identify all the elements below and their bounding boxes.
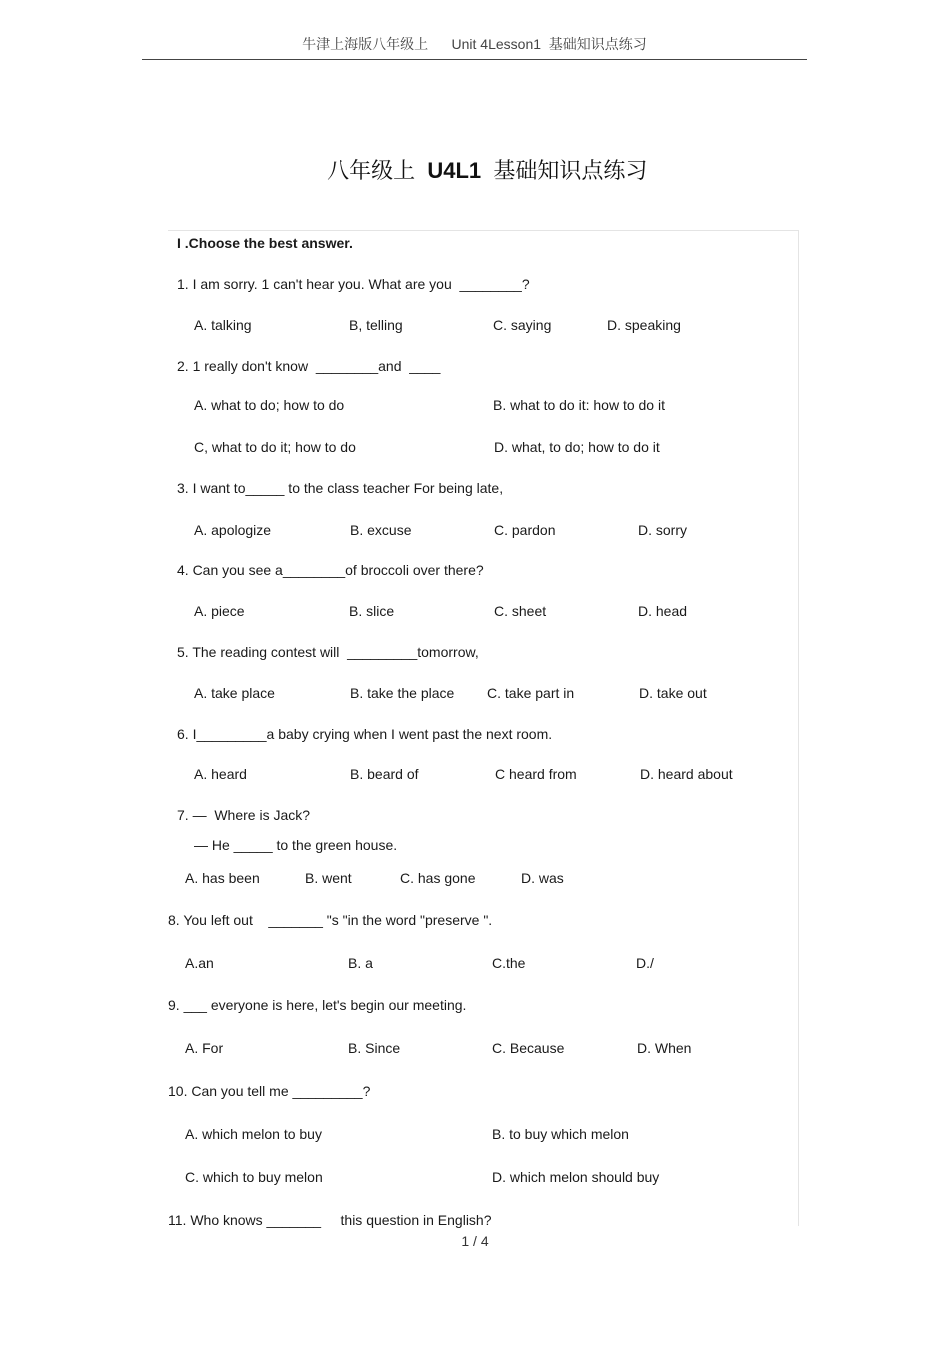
q9-option-c: C. Because — [492, 1040, 565, 1056]
q1-option-a: A. talking — [194, 317, 252, 333]
question-7-reply: — He _____ to the green house. — [194, 837, 398, 853]
q5-option-a: A. take place — [194, 685, 275, 701]
q10-option-b: B. to buy which melon — [492, 1126, 629, 1142]
q6-option-d: D. heard about — [640, 766, 733, 782]
q9-option-d: D. When — [637, 1040, 692, 1056]
question-7: 7. — Where is Jack? — [177, 807, 311, 823]
q5-option-b: B. take the place — [350, 685, 455, 701]
q6-option-a: A. heard — [194, 766, 247, 782]
q4-option-a: A. piece — [194, 603, 245, 619]
question-3: 3. I want to_____ to the class teacher For being late, — [177, 480, 504, 496]
q7-option-a: A. has been — [185, 870, 260, 886]
question-10: 10. Can you tell me _________? — [168, 1083, 371, 1099]
q6-option-c: C heard from — [495, 766, 577, 782]
q7-option-b: B. went — [305, 870, 352, 886]
question-1: 1. I am sorry. 1 can't hear you. What are you ________? — [177, 276, 530, 292]
question-4: 4. Can you see a________of broccoli over there? — [177, 562, 484, 578]
title-suffix: 基础知识点练习 — [493, 158, 648, 183]
question-6: 6. I_________a baby crying when I went past the next room. — [177, 726, 553, 742]
title-code: U4L1 — [427, 158, 482, 183]
title-prefix: 八年级上 — [327, 158, 416, 183]
page-number: 1 / 4 — [461, 1233, 489, 1249]
q8-option-c: C.the — [492, 955, 526, 971]
q1-option-c: C. saying — [493, 317, 552, 333]
q7-option-d: D. was — [521, 870, 564, 886]
q4-option-d: D. head — [638, 603, 688, 619]
q8-option-a: A.an — [185, 955, 214, 971]
q5-option-c: C. take part in — [487, 685, 575, 701]
q8-option-b: B. a — [348, 955, 373, 971]
question-9: 9. ___ everyone is here, let's begin our meeting. — [168, 997, 467, 1013]
header-right: Unit 4Lesson1 基础知识点练习 — [451, 36, 647, 52]
q2-option-c: C, what to do it; how to do — [194, 439, 356, 455]
page-title — [0, 128, 950, 211]
header-left: 牛津上海版八年级上 — [302, 36, 429, 52]
q4-option-b: B. slice — [349, 603, 395, 619]
q3-option-c: C. pardon — [494, 522, 556, 538]
q7-option-c: C. has gone — [400, 870, 476, 886]
question-5: 5. The reading contest will _________tomorrow, — [177, 644, 479, 660]
q10-option-a: A. which melon to buy — [185, 1126, 322, 1142]
q2-option-a: A. what to do; how to do — [194, 397, 345, 413]
q2-option-b: B. what to do it: how to do it — [493, 397, 665, 413]
section-heading: I .Choose the best answer. — [177, 235, 353, 251]
q10-option-d: D. which melon should buy — [492, 1169, 660, 1185]
running-header — [142, 34, 807, 60]
question-8: 8. You left out _______ "s "in the word "preserve ". — [168, 912, 493, 928]
question-11: 11. Who knows _______ this question in English? — [168, 1212, 492, 1228]
q4-option-c: C. sheet — [494, 603, 547, 619]
q9-option-b: B. Since — [348, 1040, 401, 1056]
q3-option-d: D. sorry — [638, 522, 687, 538]
q2-option-d: D. what, to do; how to do it — [494, 439, 660, 455]
q3-option-a: A. apologize — [194, 522, 272, 538]
q10-option-c: C. which to buy melon — [185, 1169, 323, 1185]
q3-option-b: B. excuse — [350, 522, 412, 538]
question-2: 2. 1 really don't know ________and ____ — [177, 358, 441, 374]
q6-option-b: B. beard of — [350, 766, 419, 782]
q1-option-b: B, telling — [349, 317, 403, 333]
q8-option-d: D./ — [636, 955, 654, 971]
q1-option-d: D. speaking — [607, 317, 681, 333]
q9-option-a: A. For — [185, 1040, 224, 1056]
q5-option-d: D. take out — [639, 685, 707, 701]
